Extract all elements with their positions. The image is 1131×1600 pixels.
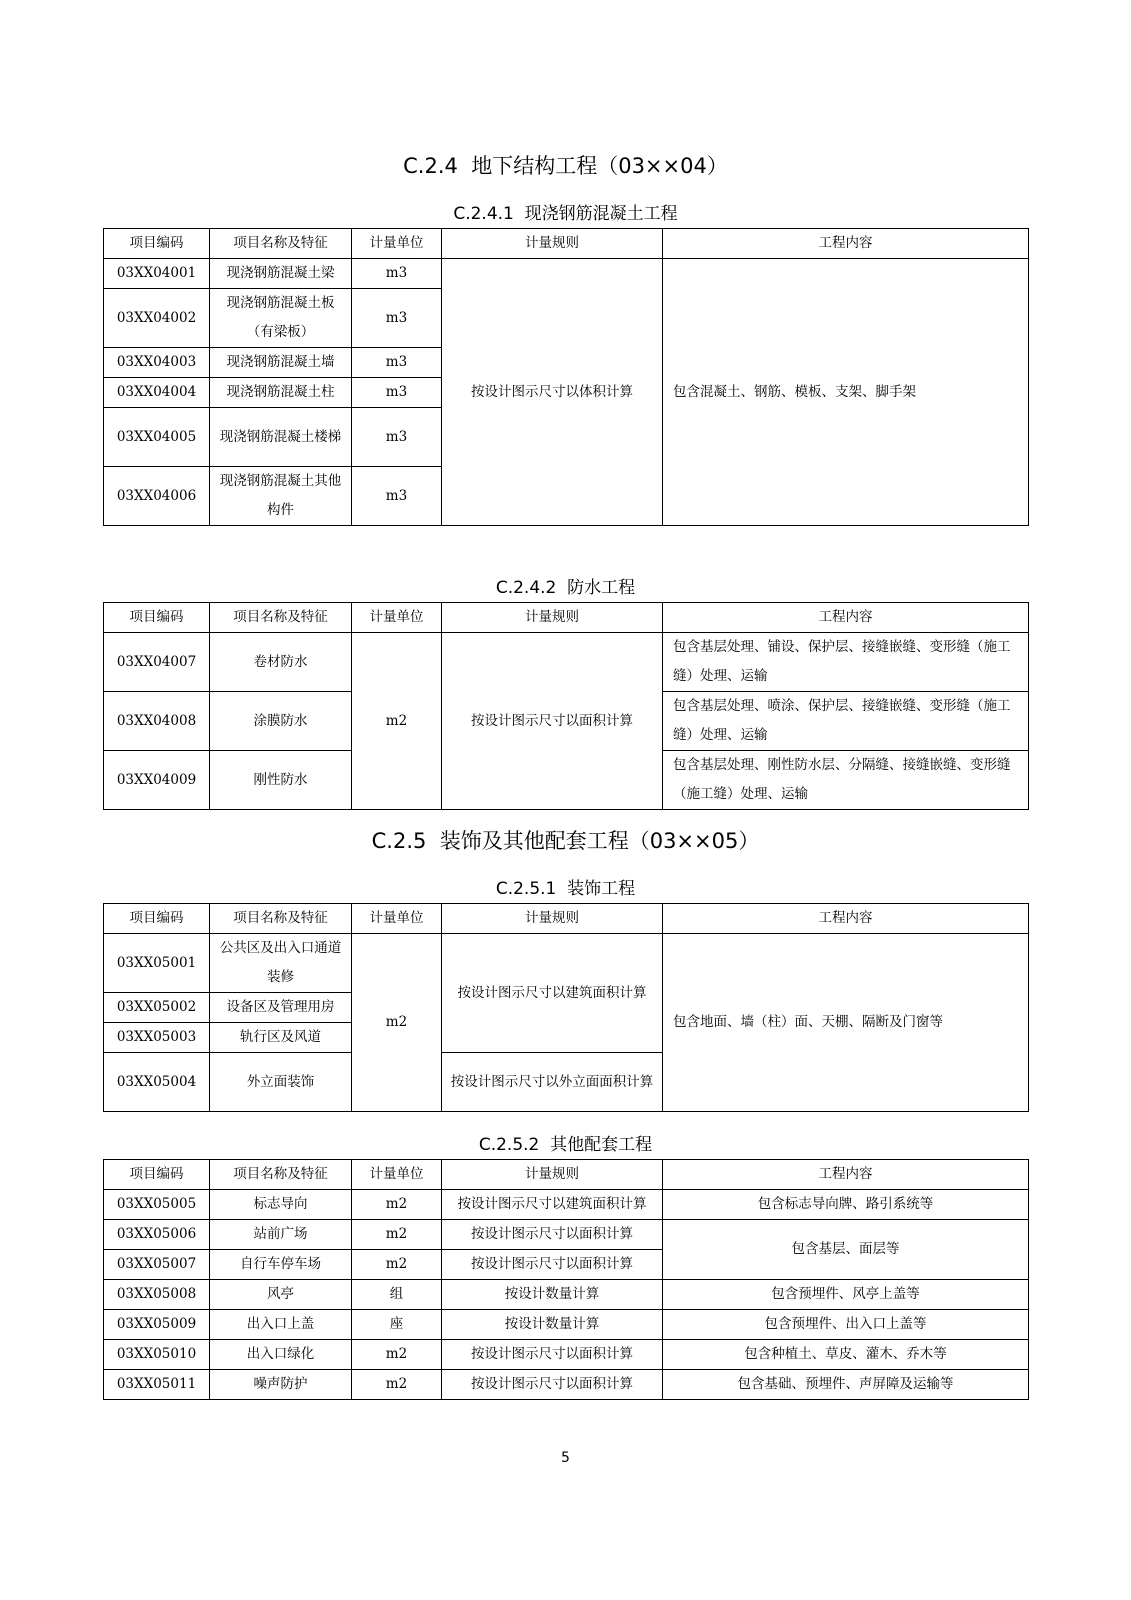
item-unit: m3 [352, 467, 442, 526]
item-code: 03XX04001 [104, 259, 210, 289]
header-content: 工程内容 [663, 904, 1029, 934]
table-row [104, 1190, 1029, 1220]
table-row [104, 1370, 1029, 1400]
item-name: 噪声防护 [210, 1370, 352, 1400]
item-name: 公共区及出入口通道装修 [210, 934, 352, 993]
subsection-title-c242: C.2.4.2 防水工程 [495, 578, 636, 598]
item-code: 03XX04002 [104, 289, 210, 348]
item-name: 涂膜防水 [210, 692, 352, 751]
table-row [104, 1310, 1029, 1340]
item-unit: m2 [352, 1250, 442, 1280]
item-name: 现浇钢筋混凝土板（有梁板） [210, 289, 352, 348]
table-header-row [104, 1160, 1029, 1190]
item-rule: 按设计图示尺寸以面积计算 [442, 1250, 663, 1280]
item-content: 包含预埋件、出入口上盖等 [663, 1310, 1029, 1340]
table-row [104, 1220, 1029, 1250]
item-unit: m2 [352, 1340, 442, 1370]
table-c242 [103, 602, 1029, 810]
item-name: 标志导向 [210, 1190, 352, 1220]
page-number: 5 [561, 1450, 570, 1466]
item-unit: m3 [352, 378, 442, 408]
item-content: 包含基础、预埋件、声屏障及运输等 [663, 1370, 1029, 1400]
item-code: 03XX05006 [104, 1220, 210, 1250]
item-code: 03XX04003 [104, 348, 210, 378]
item-content: 包含基层处理、铺设、保护层、接缝嵌缝、变形缝（施工缝）处理、运输 [663, 633, 1029, 692]
item-code: 03XX05011 [104, 1370, 210, 1400]
item-rule: 按设计图示尺寸以面积计算 [442, 633, 663, 810]
header-name: 项目名称及特征 [210, 1160, 352, 1190]
item-unit: m3 [352, 348, 442, 378]
item-name: 风亭 [210, 1280, 352, 1310]
header-name: 项目名称及特征 [210, 603, 352, 633]
header-content: 工程内容 [663, 603, 1029, 633]
item-unit: m2 [352, 934, 442, 1112]
item-name: 现浇钢筋混凝土梁 [210, 259, 352, 289]
header-rule: 计量规则 [442, 1160, 663, 1190]
table-c251 [103, 903, 1029, 1112]
item-name: 现浇钢筋混凝土楼梯 [210, 408, 352, 467]
header-rule: 计量规则 [442, 229, 663, 259]
item-code: 03XX04009 [104, 751, 210, 810]
header-rule: 计量规则 [442, 603, 663, 633]
table-header-row [104, 603, 1029, 633]
item-rule: 按设计数量计算 [442, 1310, 663, 1340]
item-rule: 按设计图示尺寸以面积计算 [442, 1340, 663, 1370]
header-rule: 计量规则 [442, 904, 663, 934]
header-unit: 计量单位 [352, 1160, 442, 1190]
item-unit: m2 [352, 1190, 442, 1220]
item-rule: 按设计图示尺寸以面积计算 [442, 1220, 663, 1250]
item-code: 03XX05008 [104, 1280, 210, 1310]
item-content: 包含标志导向牌、路引系统等 [663, 1190, 1029, 1220]
item-content: 包含混凝土、钢筋、模板、支架、脚手架 [663, 259, 1029, 526]
subsection-title-c252: C.2.5.2 其他配套工程 [478, 1135, 653, 1155]
item-code: 03XX04008 [104, 692, 210, 751]
item-unit: m3 [352, 408, 442, 467]
item-unit: 座 [352, 1310, 442, 1340]
item-rule: 按设计图示尺寸以外立面面积计算 [442, 1053, 663, 1112]
item-name: 出入口上盖 [210, 1310, 352, 1340]
header-unit: 计量单位 [352, 603, 442, 633]
item-name: 现浇钢筋混凝土柱 [210, 378, 352, 408]
item-rule: 按设计图示尺寸以建筑面积计算 [442, 934, 663, 1053]
item-code: 03XX05002 [104, 993, 210, 1023]
item-code: 03XX05004 [104, 1053, 210, 1112]
item-code: 03XX05010 [104, 1340, 210, 1370]
item-name: 站前广场 [210, 1220, 352, 1250]
item-code: 03XX05009 [104, 1310, 210, 1340]
item-content: 包含种植土、草皮、灌木、乔木等 [663, 1340, 1029, 1370]
table-row [104, 259, 1029, 289]
item-name: 现浇钢筋混凝土墙 [210, 348, 352, 378]
item-unit: m2 [352, 633, 442, 810]
item-content: 包含地面、墙（柱）面、天棚、隔断及门窗等 [663, 934, 1029, 1112]
item-name: 刚性防水 [210, 751, 352, 810]
header-content: 工程内容 [663, 1160, 1029, 1190]
item-code: 03XX04006 [104, 467, 210, 526]
item-content: 包含基层、面层等 [663, 1220, 1029, 1280]
item-unit: 组 [352, 1280, 442, 1310]
header-unit: 计量单位 [352, 229, 442, 259]
item-code: 03XX05005 [104, 1190, 210, 1220]
item-name: 现浇钢筋混凝土其他构件 [210, 467, 352, 526]
header-content: 工程内容 [663, 229, 1029, 259]
item-name: 自行车停车场 [210, 1250, 352, 1280]
section-title-c24: C.2.4 地下结构工程（03××04） [403, 154, 728, 178]
item-code: 03XX04007 [104, 633, 210, 692]
header-unit: 计量单位 [352, 904, 442, 934]
table-header-row [104, 904, 1029, 934]
table-c252 [103, 1159, 1029, 1400]
subsection-title-c241: C.2.4.1 现浇钢筋混凝土工程 [453, 204, 678, 224]
item-code: 03XX05003 [104, 1023, 210, 1053]
subsection-title-c251: C.2.5.1 装饰工程 [495, 879, 636, 899]
header-code: 项目编码 [104, 229, 210, 259]
item-content: 包含预埋件、风亭上盖等 [663, 1280, 1029, 1310]
header-code: 项目编码 [104, 603, 210, 633]
table-row [104, 934, 1029, 993]
item-rule: 按设计图示尺寸以面积计算 [442, 1370, 663, 1400]
item-name: 卷材防水 [210, 633, 352, 692]
item-content: 包含基层处理、喷涂、保护层、接缝嵌缝、变形缝（施工缝）处理、运输 [663, 692, 1029, 751]
header-name: 项目名称及特征 [210, 229, 352, 259]
item-name: 轨行区及风道 [210, 1023, 352, 1053]
header-code: 项目编码 [104, 1160, 210, 1190]
header-name: 项目名称及特征 [210, 904, 352, 934]
item-name: 出入口绿化 [210, 1340, 352, 1370]
item-unit: m2 [352, 1220, 442, 1250]
item-name: 外立面装饰 [210, 1053, 352, 1112]
item-rule: 按设计数量计算 [442, 1280, 663, 1310]
header-code: 项目编码 [104, 904, 210, 934]
item-rule: 按设计图示尺寸以建筑面积计算 [442, 1190, 663, 1220]
item-name: 设备区及管理用房 [210, 993, 352, 1023]
item-code: 03XX05001 [104, 934, 210, 993]
item-unit: m3 [352, 259, 442, 289]
item-unit: m2 [352, 1370, 442, 1400]
table-row [104, 1340, 1029, 1370]
table-header-row [104, 229, 1029, 259]
item-code: 03XX04004 [104, 378, 210, 408]
item-content: 包含基层处理、刚性防水层、分隔缝、接缝嵌缝、变形缝（施工缝）处理、运输 [663, 751, 1029, 810]
table-row [104, 1280, 1029, 1310]
table-c241 [103, 228, 1029, 526]
item-unit: m3 [352, 289, 442, 348]
item-code: 03XX05007 [104, 1250, 210, 1280]
item-rule: 按设计图示尺寸以体积计算 [442, 259, 663, 526]
table-row [104, 633, 1029, 692]
section-title-c25: C.2.5 装饰及其他配套工程（03××05） [371, 829, 760, 853]
item-code: 03XX04005 [104, 408, 210, 467]
